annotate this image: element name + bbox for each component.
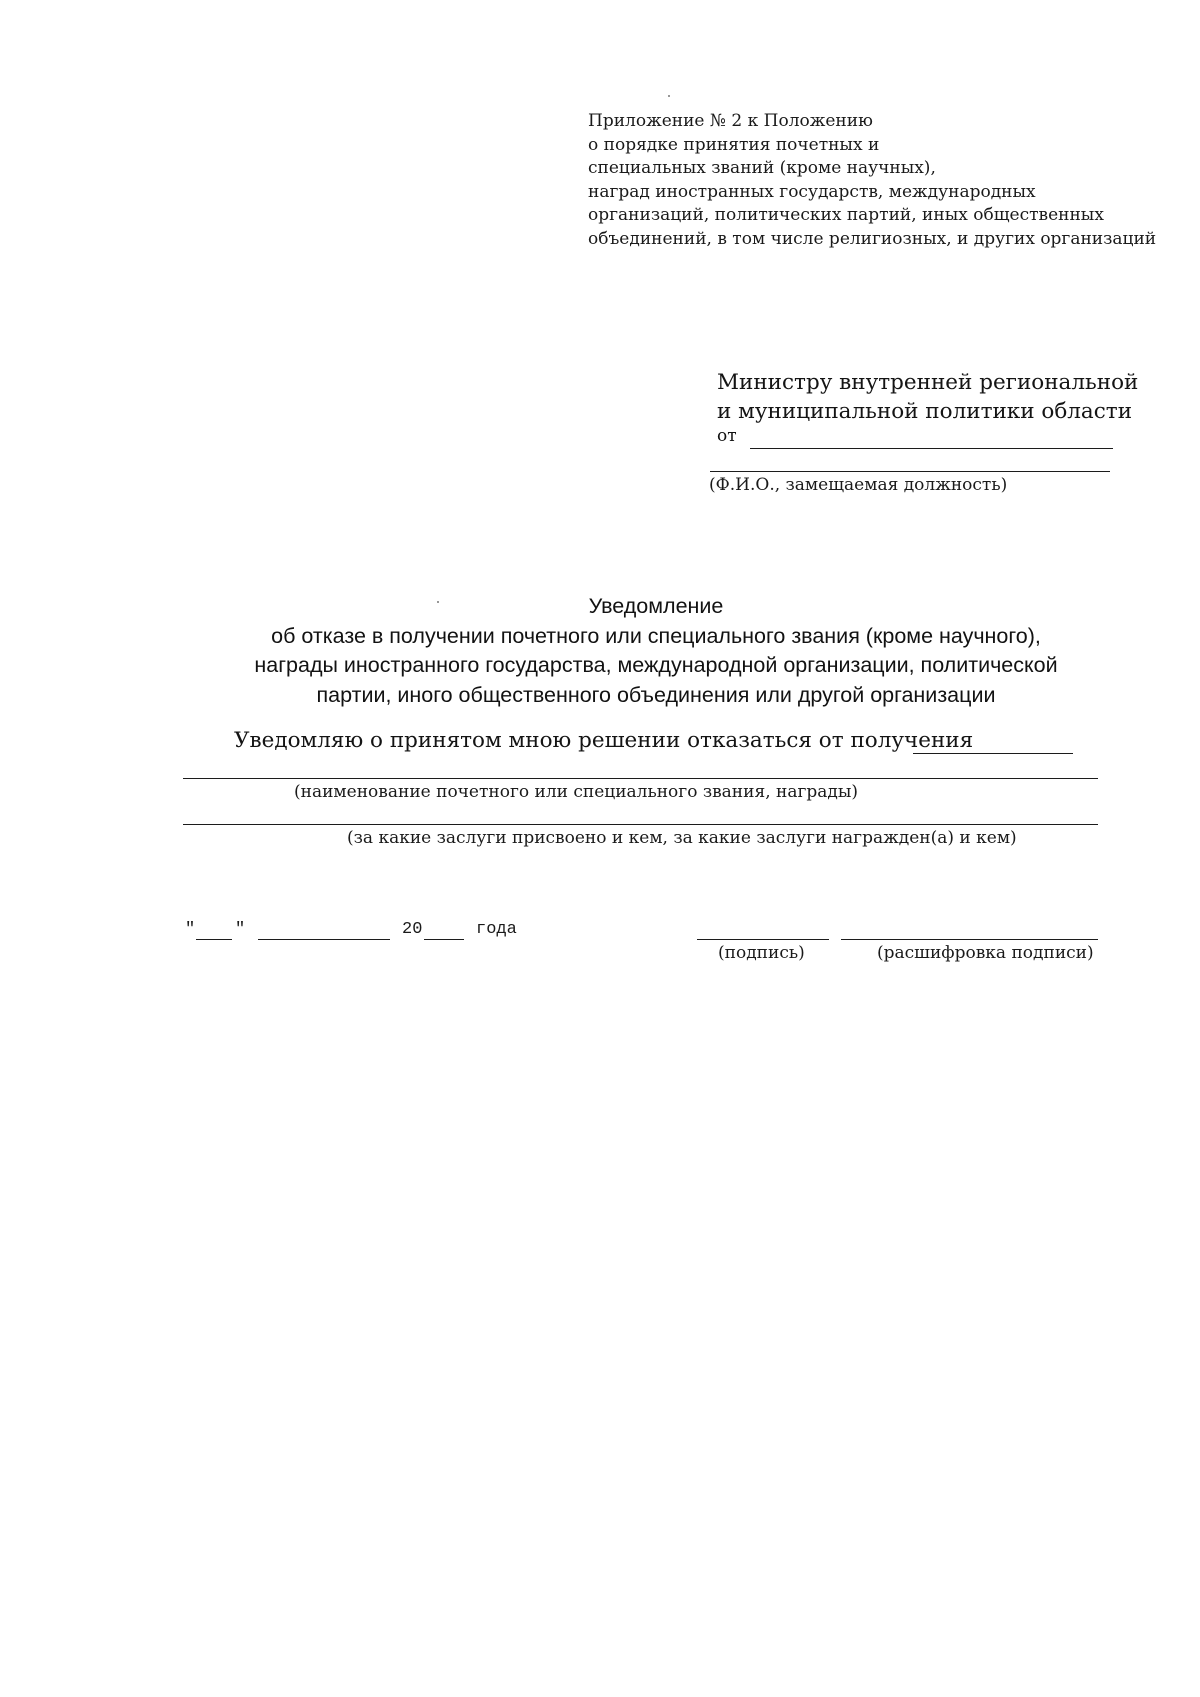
appendix-line: наград иностранных государств, международных [588, 181, 1036, 202]
notice-subtitle-line: награды иностранного государства, международной организации, политической [254, 653, 1058, 677]
appendix-line: специальных званий (кроме научных), [588, 158, 936, 178]
appendix-line: о порядке принятия почетных и [588, 134, 880, 155]
award-name-caption: (наименование почетного или специального звания, награды) [294, 782, 859, 802]
appendix-line: Приложение № 2 к Положению [588, 111, 873, 131]
date-year-prefix: 20 [402, 920, 423, 939]
from-label: от [717, 426, 737, 446]
signature-caption: (подпись) [718, 943, 805, 963]
appendix-line: организаций, политических партий, иных общественных [588, 205, 1104, 225]
notice-body-text: Уведомляю о принятом мною решении отказаться от получения [234, 728, 974, 753]
sender-position-field-line[interactable] [710, 471, 1110, 472]
merits-field-line[interactable] [183, 824, 1098, 825]
addressee-line: и муниципальной политики области [717, 399, 1133, 424]
date-quote-close: " [235, 920, 246, 939]
appendix-reference [588, 110, 1188, 251]
award-name-field-line[interactable] [913, 753, 1073, 754]
notice-subtitle-line: об отказе в получении почетного или специального звания (кроме научного), [271, 623, 1041, 648]
signature-decoding-caption: (расшифровка подписи) [877, 943, 1094, 963]
date-year-suffix: года [476, 920, 517, 939]
date-year-field-line[interactable] [424, 939, 464, 940]
notice-title: Уведомление [588, 594, 724, 618]
addressee-line: Министру внутренней региональной [717, 370, 1139, 395]
award-name-field-line-full[interactable] [183, 778, 1098, 779]
notice-title-block [0, 592, 1200, 710]
merits-caption: (за какие заслуги присвоено и кем, за какие заслуги награжден(а) и кем) [347, 828, 1017, 848]
sender-name-field-line[interactable] [750, 448, 1113, 449]
signature-decoding-field-line[interactable] [841, 939, 1098, 940]
scan-speck [668, 95, 670, 97]
notice-subtitle-line: партии, иного общественного объединения или другой организации [316, 682, 996, 707]
signature-field-line[interactable] [697, 939, 829, 940]
sender-field-caption: (Ф.И.О., замещаемая должность) [709, 475, 1008, 495]
addressee-block [717, 368, 1138, 426]
date-day-field-line[interactable] [196, 939, 232, 940]
date-month-field-line[interactable] [258, 939, 390, 940]
date-quote-open: " [185, 920, 196, 939]
appendix-line: объединений, в том числе религиозных, и других организаций [588, 228, 1157, 249]
